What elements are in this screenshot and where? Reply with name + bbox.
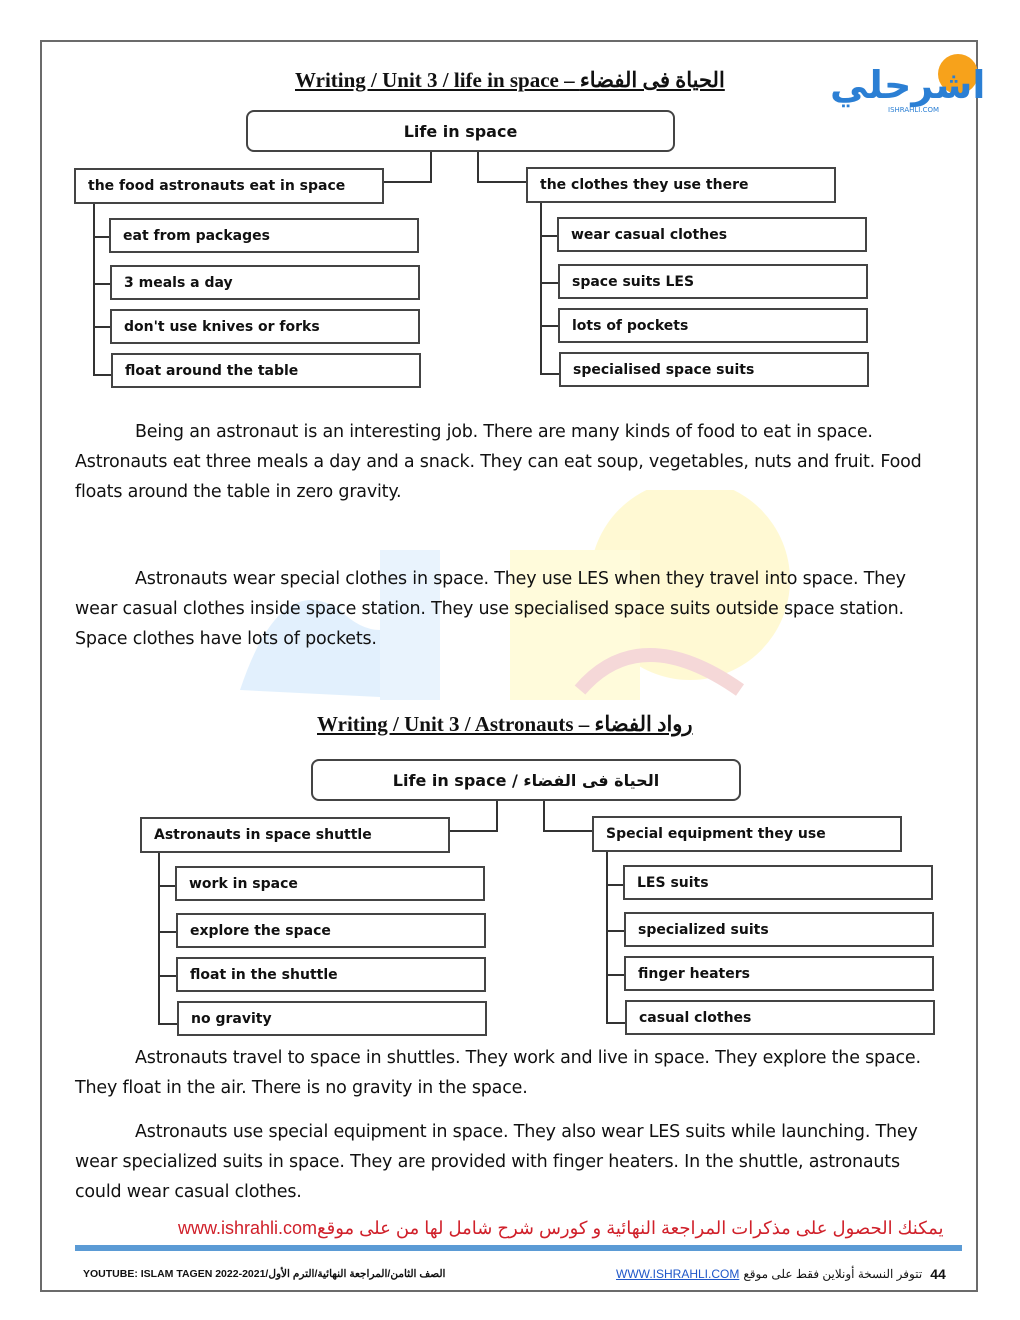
connector (477, 152, 479, 182)
connector (158, 1023, 178, 1025)
connector (606, 852, 608, 1024)
footer-right (616, 1266, 946, 1282)
section2-title (317, 712, 693, 737)
promo-text-arabic: يمكنك الحصول على مذكرات المراجعة النهائية و كورس شرح شامل لها من على موقع (317, 1218, 944, 1238)
diagram1-left-item: 3 meals a day (110, 265, 420, 300)
connector (449, 830, 498, 832)
paragraph-text: Astronauts wear special clothes in space. They use LES when they travel into space. They wear casual clothes inside space station. They use specialised space suits outside space station. Space clothes have lots of pockets. (75, 569, 906, 649)
diagram1-right-item: lots of pockets (558, 308, 868, 343)
svg-text:اشرحلي: اشرحلي (830, 63, 986, 107)
ishrahli-logo (826, 50, 986, 120)
connector (540, 282, 558, 284)
diagram1-right-item: space suits LES (558, 264, 868, 299)
svg-text:ISHRAHLI.COM: ISHRAHLI.COM (888, 106, 940, 114)
connector (606, 974, 624, 976)
diagram1-root: Life in space (246, 110, 675, 152)
connector (158, 853, 160, 1025)
diagram2-right-branch: Special equipment they use (592, 816, 902, 852)
connector (496, 801, 498, 831)
diagram2-left-item: float in the shuttle (176, 957, 486, 992)
paragraph-text: Astronauts travel to space in shuttles. They work and live in space. They explore the space. They float in the air. There is no gravity in the space. (75, 1048, 921, 1098)
connector (93, 374, 112, 376)
diagram2-right-item: LES suits (623, 865, 933, 900)
footer-arabic-text: تتوفر النسخة أونلاين فقط على موقع (743, 1267, 923, 1281)
section2-title-en: Writing / Unit 3 / Astronauts – (317, 712, 595, 736)
diagram1-left-item: float around the table (111, 353, 421, 388)
connector (543, 830, 593, 832)
connector (93, 204, 95, 376)
connector (606, 930, 624, 932)
section1-paragraph-1 (75, 417, 945, 507)
diagram1-right-branch: the clothes they use there (526, 167, 836, 203)
diagram1-right-item: specialised space suits (559, 352, 869, 387)
diagram2-right-item: casual clothes (625, 1000, 935, 1035)
section1-paragraph-2 (75, 564, 945, 654)
section2-paragraph-2 (75, 1117, 945, 1207)
section2-title-ar: رواد الفضاء (594, 712, 693, 736)
diagram2-root: Life in space / الحياة فى الفضاء (311, 759, 741, 801)
diagram1-left-item: eat from packages (109, 218, 419, 253)
section1-title-ar: الحياة فى الفضاء (579, 68, 725, 92)
connector (606, 1022, 626, 1024)
logo-icon (826, 50, 986, 120)
connector (383, 181, 432, 183)
connector (540, 325, 558, 327)
footer-left: YOUTUBE: ISLAM TAGEN 2022-2021/الصف الثامن/المراجعة النهائية/الترم الأول (83, 1268, 446, 1280)
connector (606, 884, 624, 886)
connector (430, 152, 432, 182)
connector (540, 203, 542, 375)
promo-url[interactable]: www.ishrahli.com (178, 1218, 318, 1238)
section2-paragraph-1 (75, 1043, 945, 1103)
diagram1-left-item: don't use knives or forks (110, 309, 420, 344)
diagram2-left-branch: Astronauts in space shuttle (140, 817, 450, 853)
diagram1-left-branch: the food astronauts eat in space (74, 168, 384, 204)
paragraph-text: Astronauts use special equipment in space. They also wear LES suits while launching. They wear specialized suits in space. They are provided with finger heaters. In the shuttle, astronauts could wear casual clothes. (75, 1122, 918, 1202)
connector (540, 373, 559, 375)
connector (93, 236, 110, 238)
section1-title-en: Writing / Unit 3 / life in space – (295, 68, 580, 92)
connector (540, 235, 558, 237)
connector (158, 885, 176, 887)
diagram2-left-item: explore the space (176, 913, 486, 948)
diagram2-right-item: specialized suits (624, 912, 934, 947)
paragraph-text: Being an astronaut is an interesting job. There are many kinds of food to eat in space. Astronauts eat three meals a day and a snack. They can eat soup, vegetables, nuts and fruit. Food floats around the table in zero gravity. (75, 422, 922, 502)
promo-line (178, 1218, 944, 1239)
connector (543, 801, 545, 831)
footer-site-link[interactable]: WWW.ISHRAHLI.COM (616, 1267, 740, 1281)
footer-divider-bar (75, 1245, 962, 1251)
page-number: 44 (930, 1266, 946, 1282)
connector (93, 283, 110, 285)
connector (477, 181, 527, 183)
diagram2-left-item: work in space (175, 866, 485, 901)
diagram2-right-item: finger heaters (624, 956, 934, 991)
diagram2-left-item: no gravity (177, 1001, 487, 1036)
connector (93, 326, 110, 328)
section1-title (295, 68, 725, 93)
connector (158, 931, 176, 933)
connector (158, 975, 176, 977)
diagram1-right-item: wear casual clothes (557, 217, 867, 252)
